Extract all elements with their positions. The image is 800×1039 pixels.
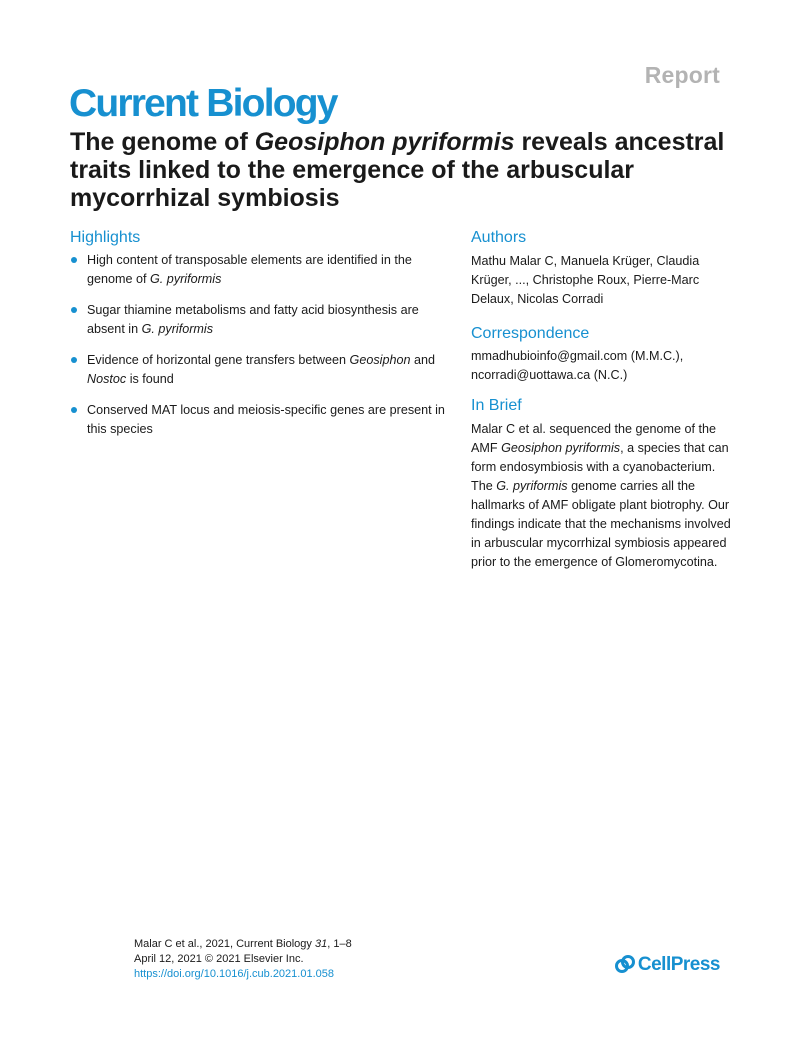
brief-text: Malar C et al. sequenced the genome of the AMF [471,422,717,455]
highlight-text: Conserved MAT locus and meiosis-specific genes are present in this species [87,403,445,436]
highlight-italic: G. pyriformis [150,272,222,286]
brief-text: , a species that can form endosymbiosis with a cyanobacterium. The [471,441,729,493]
bullet-icon [71,307,77,313]
doi-link[interactable]: https://doi.org/10.1016/j.cub.2021.01.058 [134,968,334,980]
authors-list: Mathu Malar C, Manuela Krüger, Claudia Krüger, ..., Christophe Roux, Pierre-Marc Delaux, Nicolas Corradi [471,254,700,306]
cellpress-wordmark: CellPress [637,954,720,975]
highlight-italic: G. pyriformis [141,322,213,336]
citation-line [134,937,352,952]
cellpress-icon [615,955,635,975]
brief-text: genome carries all the hallmarks of AMF obligate plant biotrophy. Our findings indicate that the mechanisms involved in arbuscular mycorrhizal symbiosis appeared prior to the emergence of Glomeromycotina. [471,479,731,569]
title-species: Geosiphon pyriformis [254,128,515,156]
citation-text: Malar C et al., 2021, Current Biology [134,938,315,950]
footer-citation [134,937,352,982]
highlights-list [70,251,455,451]
bullet-icon [71,407,77,413]
highlights-heading: Highlights [70,229,141,246]
title-part1: The genome of [70,128,255,156]
brief-italic: Geosiphon pyriformis [501,441,621,455]
highlight-italic: Nostoc [87,372,127,386]
title-part2: reveals ancestral traits linked to the emergence of the arbuscular mycorrhizal symbiosis [70,128,725,212]
highlight-text: Sugar thiamine metabolisms and fatty acid biosynthesis are absent in [87,303,419,336]
highlight-item [70,401,455,439]
highlight-text: is found [126,372,174,386]
correspondence-heading: Correspondence [471,325,590,342]
highlight-item [70,251,455,289]
bullet-icon [71,357,77,363]
highlight-item [70,351,455,389]
correspondence-emails [471,347,736,385]
email-link[interactable]: mmadhubioinfo@gmail.com (M.M.C.), [471,349,684,363]
report-label: Report [644,62,720,88]
article-title [70,128,730,212]
date-line: April 12, 2021 © 2021 Elsevier Inc. [134,953,304,965]
citation-volume: 31 [314,938,328,950]
brief-italic: G. pyriformis [496,479,568,493]
highlight-text: and [410,353,435,367]
highlight-italic: Geosiphon [349,353,411,367]
email-link[interactable]: ncorradi@uottawa.ca (N.C.) [471,368,628,382]
citation-pages: , 1–8 [327,938,352,950]
highlight-item [70,301,455,339]
cellpress-logo [615,954,720,976]
in-brief-heading: In Brief [471,397,522,414]
highlight-text: Evidence of horizontal gene transfers between [87,353,350,367]
in-brief-text [471,420,736,572]
journal-logo: Current Biology [69,82,337,125]
highlight-text: High content of transposable elements are identified in the genome of [87,253,412,286]
authors-heading: Authors [471,229,527,246]
bullet-icon [71,257,77,263]
